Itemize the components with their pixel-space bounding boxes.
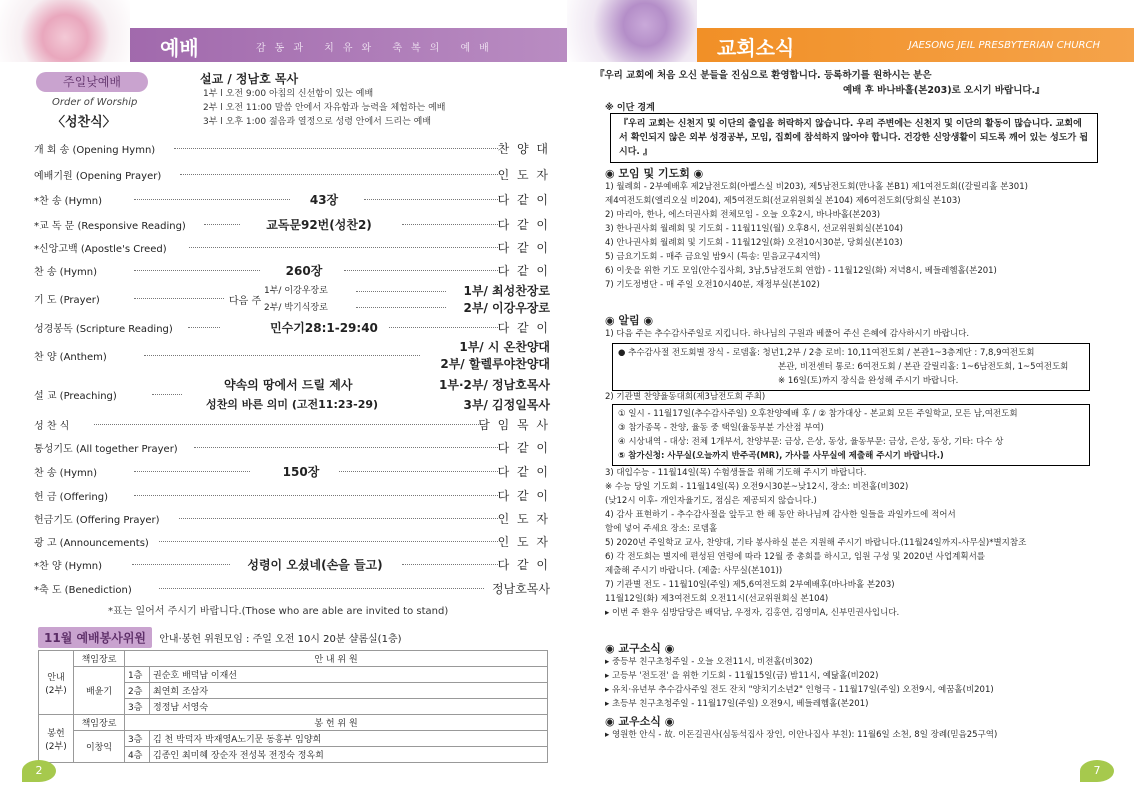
order-of-worship-label: Order of Worship <box>52 97 138 108</box>
section-parish: ◉ 교구소식 ◉ <box>605 642 675 655</box>
flower-image <box>0 0 130 62</box>
order-row: 개 회 송 (Opening Hymn) 찬 양 대 <box>34 142 550 156</box>
members-list: ▸ 영원한 안식 - 故. 이돈길권사(심동석집사 장인, 이안나집사 부친): 11월6일 소천, 8일 장례(믿음25구역) <box>605 730 998 740</box>
decoration-box: ● 추수감사절 전도회별 장식 - 로뎀홀: 청년1,2부 / 2층 로비: 10,11여전도회 / 본관1~3층계단 : 7,8,9여전도회 본관, 비전센터 통로: 6여전도회 / 본관 갈릴리홀: 1~6남전도회, 1~5여전도회 ※ 16일(토)까지 장식을 완성해 주시기 바랍니다. <box>612 343 1090 391</box>
notice-1: 1) 다음 주는 추수감사주일로 지킵니다. 하나님의 구원과 베풀어 주신 은혜에 감사하시기 바랍니다. <box>605 329 970 339</box>
notices-list: 3) 대입수능 - 11월14일(목) 수험생들을 위해 기도해 주시기 바랍니다. ※ 수능 당일 기도회 - 11월14일(목) 오전9시30분~낮12시, 장소: 비전홀(비302) (낮12시 이후- 개인자율기도, 점심은 제공되지 않습니다.) 4) 감사 표현하기 - 추수감사절을 앞두고 한 해 동안 하나님께 감사한 일들을 과일카드에 적어서 함에 넣어 주세요 장소: 로뎀홀 5) 2020년 주일학교 교사, 찬양대, 기타 봉사하실 분은 지원해 주시기 바랍니다.(11월24일까지-사무실)*별지참조 6) 각 전도회는 별지에 편성된 연령에 따라 12월 중 총회를 하시고, 임원 구성 및 2020년 사업계획서를 제출해 주시기 바랍니다. (제출: 사무실(본101)) 7) 기관별 전도 - 11월10일(주일) 제5,6여전도회 2부예배후(바나바홀 본203) 11월12일(화) 제3여전도회 오전11시(선교위원회실 본104) ▸ 이번 주 환우 심방담당은 배덕남, 우정자, 김홍연, 김영미A, 신부민권사입니다. <box>605 468 1027 618</box>
volunteer-info: 안내·봉헌 위원모임 : 주일 오전 10시 20분 샬롬실(1층) <box>159 634 402 645</box>
sermon-by: 설교 / 정남호 목사 <box>200 72 299 86</box>
communion-label: 〈성찬식〉 <box>52 115 116 130</box>
worship-title: 예배 <box>160 36 199 60</box>
order-row: 헌 금 (Offering) 다 같 이 <box>34 489 550 503</box>
order-row: 성경봉독 (Scripture Reading) 민수기28:1-29:40 다 같 이 <box>34 321 550 335</box>
order-row: *신앙고백 (Apostle's Creed) 다 같 이 <box>34 241 550 255</box>
service-time-2: 2부 l 오전 11:00 말씀 안에서 자유함과 능력을 체험하는 예배 <box>203 103 446 113</box>
order-row: *교 독 문 (Responsive Reading) 교독문92번(성찬2) 다 같 이 <box>34 218 550 232</box>
order-row: 예배기원 (Opening Prayer) 인 도 자 <box>34 168 550 182</box>
order-row: *찬 송 (Hymn) 43장 다 같 이 <box>34 193 550 207</box>
order-row: *축 도 (Benediction) 정남호목사 <box>34 582 550 596</box>
flower-image <box>567 0 697 62</box>
meetings-list: 1) 월례회 - 2부예배후 제2남전도회(아벨스실 비203), 제5남전도회(만나홀 본B1) 제1여전도회((갈릴리홀 본301) 제4여전도회(엘리오실 비204), 제5여전도회(선교위원회실 본104) 제6여전도회(당회실 본103) 2) 마리아, 한나, 에스더권사회 전체모임 - 오늘 오후2시, 바나바홀(본203) 3) 한나권사회 월례회 및 기도회 - 11월11일(월) 오후8시, 선교위원회실(본104) 4) 안나권사회 월례회 및 기도회 - 11월12일(화) 오전10시30분, 당회실(본103) 5) 금요기도회 - 매주 금요일 밤9시 (특송: 믿음교구4지역) 6) 이웃을 위한 기도 모임(안수집사회, 3남,5남전도회 연합) - 11월12일(화) 저녁8시, 베들레헴홀(본201) 7) 기도정병단 - 매 주일 오전10시40분, 재정부실(본102) <box>605 182 1028 290</box>
order-row: 성 찬 식 담 임 목 사 <box>34 418 550 432</box>
notice-2: 2) 기관별 찬양율동대회(제3남전도회 주최) <box>605 392 766 402</box>
worship-header <box>0 28 567 62</box>
sunday-service-pill: 주일낮예배 <box>36 72 148 92</box>
stand-note: *표는 일어서 주시기 바랍니다.(Those who are able are invited to stand) <box>108 606 449 617</box>
welcome-message: 『우리 교회에 처음 오신 분들을 진심으로 환영합니다. 등록하기를 원하시는 분은 예배 후 바나바홀(본203)로 오시기 바랍니다.』 <box>595 70 1045 96</box>
order-row: 찬 송 (Hymn) 260장 다 같 이 <box>34 264 550 278</box>
worship-subtitle: 감동과 치유와 축복의 예배 <box>256 43 498 54</box>
volunteer-month: 11월 예배봉사위원 <box>38 627 152 648</box>
order-row: 찬 송 (Hymn) 150장 다 같 이 <box>34 465 550 479</box>
section-notices: ◉ 알림 ◉ <box>605 314 654 327</box>
page-number: 2 <box>22 760 56 782</box>
order-row: *찬 양 (Hymn) 성령이 오셨네(손을 들고) 다 같 이 <box>34 558 550 572</box>
parish-list: ▸ 중등부 친구초청주일 - 오늘 오전11시, 비전홀(비302) ▸ 고등부 '전도전' 을 위한 기도회 - 11월15일(금) 밤11시, 예닮홀(비202) ▸ 유치·유년부 추수감사주일 전도 잔치 "양치기소년2" 인형극 - 11월17일(주일) 오전9시, 예꿈홀(비201) ▸ 초등부 친구초청주일 - 11월17일(주일) 오전9시, 베들레헴홀(본201) <box>605 657 994 709</box>
section-members: ◉ 교우소식 ◉ <box>605 715 675 728</box>
news-title: 교회소식 <box>717 36 795 60</box>
service-time-1: 1부 l 오전 9:00 아침의 신선함이 있는 예배 <box>203 89 374 99</box>
order-row: 광 고 (Announcements) 인 도 자 <box>34 535 550 549</box>
church-name: JAESONG JEIL PRESBYTERIAN CHURCH <box>908 40 1100 51</box>
volunteer-header <box>38 627 402 648</box>
page-number: 7 <box>1080 760 1114 782</box>
praise-contest-box: ① 일시 - 11월17일(추수감사주일) 오후찬양예배 후 / ② 참가대상 - 본교회 모든 주일학교, 모든 남,여전도회 ③ 참가종목 - 찬양, 율동 중 택일(율동부분 가산점 부여) ④ 시상내역 - 대상: 전체 1개부서, 찬양부문: 금상, 은상, 동상, 율동부문: 금상, 은상, 동상, 기타: 다수 상 ⑤ 참가신청: 사무실(오늘까지 반주곡(MR), 가사를 사무실에 제출해 주시기 바랍니다.) <box>612 404 1090 466</box>
news-header <box>567 28 1134 62</box>
volunteer-table: 안내 (2부) 책임장로 안 내 위 원 배윤기 1층 권순호 배덕남 이재선 2층 최연희 조삼자 3층 정정남 서영숙 봉헌 (2부) 책임장로 봉 헌 위 원 이창익 3층 김 천 박덕자 박재영A노기문 동흥부 임양희 4층 김종인 최미혜 장순자 전성복 전정숙 정옥희 <box>38 650 548 763</box>
heresy-warning-title: ※ 이단 경계 <box>605 103 655 113</box>
prayer-row: 기 도 (Prayer) 다음 주 1부/ 이강우장로 2부/ 박기식장로 1부/ 최성찬장로 2부/ 이강우장로 <box>34 284 550 315</box>
anthem-row: 찬 양 (Anthem) 1부/ 시 온찬양대 2부/ 할렐루야찬양대 <box>34 340 550 371</box>
section-meetings: ◉ 모임 및 기도회 ◉ <box>605 167 704 180</box>
order-row: 통성기도 (All together Prayer) 다 같 이 <box>34 441 550 455</box>
heresy-warning-box: 『우리 교회는 신천지 및 이단의 출입을 허락하지 않습니다. 우리 주변에는 신천지 및 이단의 활동이 많습니다. 교회에서 확인되지 않은 외부 성경공부, 모임, 집회에 참석하지 않아야 합니다. 건강한 신앙생활이 되도록 깨어 있는 성도가 됩시다. 』 <box>610 113 1098 163</box>
service-time-3: 3부 l 오후 1:00 젊음과 열정으로 성령 안에서 드리는 예배 <box>203 117 432 127</box>
preaching-row: 설 교 (Preaching) 약속의 땅에서 드릴 제사 성찬의 바른 의미 (고전11:23-29) 1부·2부/ 정남호목사 3부/ 김정일목사 <box>34 378 550 412</box>
order-row: 헌금기도 (Offering Prayer) 인 도 자 <box>34 512 550 526</box>
